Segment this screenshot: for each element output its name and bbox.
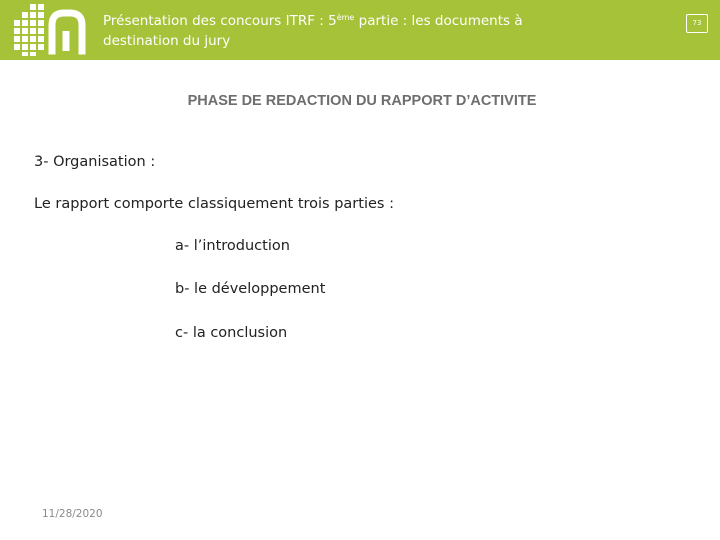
header-title-superscript: ème [336,13,355,22]
university-logo-icon [8,3,100,57]
header-title [103,11,573,51]
list-item-introduction: a- l’introduction [175,238,290,254]
list-item-development: b- le développement [175,281,326,297]
header-band [0,0,720,60]
header-title-part2: partie : les documents à destination du jury [103,13,523,49]
list-item-conclusion: c- la conclusion [175,325,288,341]
header-title-part1: Présentation des concours ITRF : 5 [103,13,337,29]
footer-date: 11/28/2020 [42,508,103,520]
intro-text: Le rapport comporte classiquement trois parties : [34,196,394,212]
page-number: 73 [686,14,708,33]
section-heading: 3- Organisation : [34,154,156,170]
slide-title: PHASE DE REDACTION DU RAPPORT D’ACTIVITE [187,93,537,109]
